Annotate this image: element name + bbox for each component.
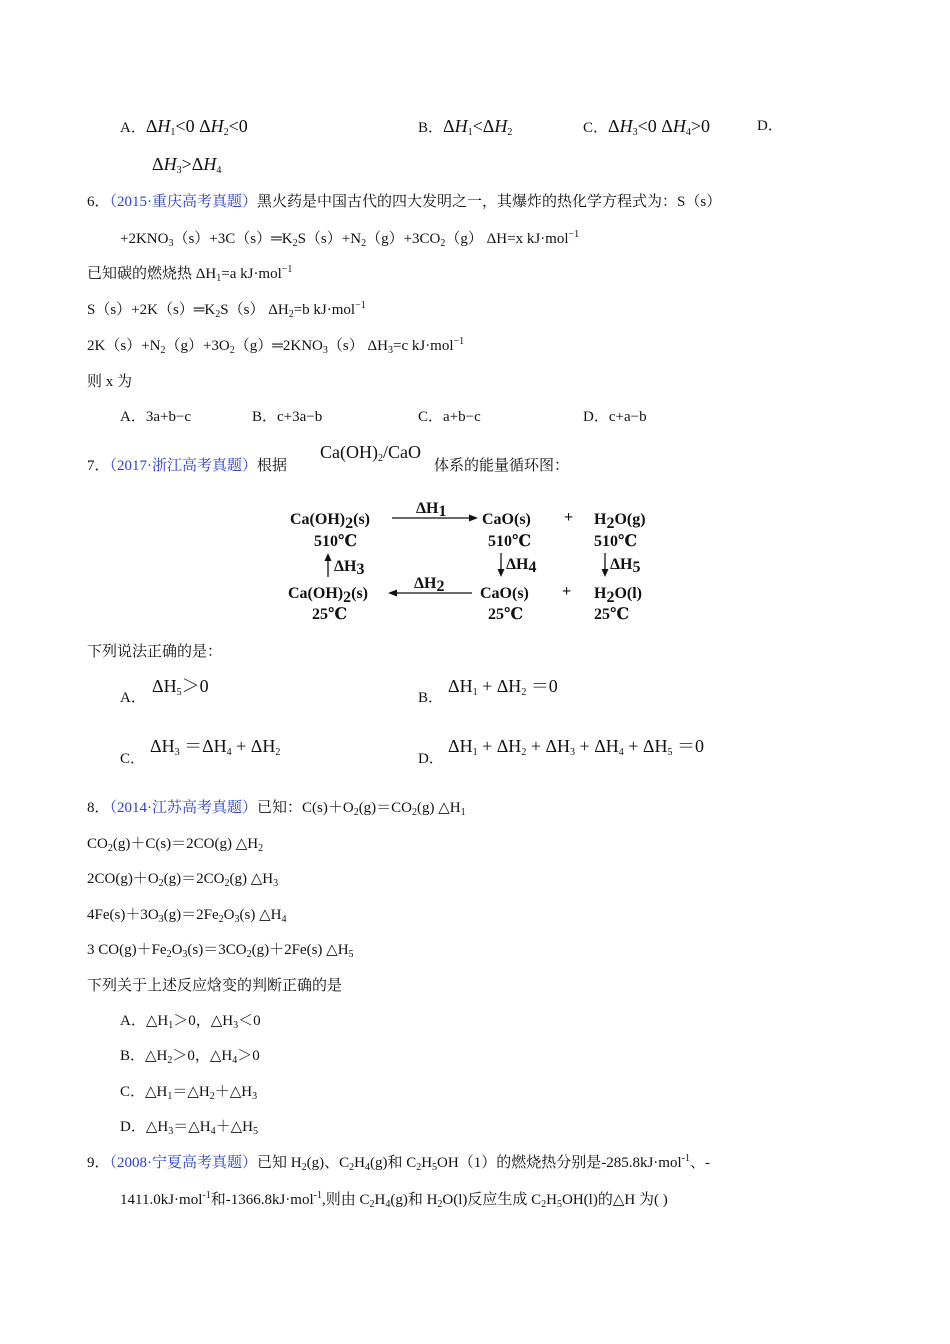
eq-text: ＋△H [214, 1084, 253, 1100]
eq-text: S（s） ΔH [220, 302, 289, 318]
h2o-g-label: H2O(g) [594, 511, 646, 532]
math-text: H [454, 116, 468, 136]
formula-text: /CaO [382, 442, 421, 462]
q7-formula [320, 442, 421, 462]
eq-text: CO [87, 836, 108, 852]
eq-text: +2KNO [120, 231, 169, 247]
eq-text: D．△H [120, 1119, 169, 1135]
subscript: 2 [369, 1199, 375, 1210]
temp-25-mid: 25℃ [488, 606, 524, 623]
q7-option-a [152, 676, 209, 696]
subscript: 2 [416, 1162, 422, 1173]
math-text: ＝0 [526, 676, 558, 696]
math-text: Δ [443, 116, 455, 136]
subscript: 3 [273, 878, 279, 889]
eq-text: ＞0 [237, 1048, 260, 1064]
question-source: （2014·江苏高考真题） [109, 800, 258, 816]
option-label: A． [120, 120, 146, 136]
math-text: ΔH [448, 676, 473, 696]
question-number: 6． [87, 194, 110, 210]
eq-text: 4Fe(s)＋3O [87, 907, 159, 923]
dh2-label: ΔH2 [414, 575, 445, 595]
dh1-label: ΔH1 [416, 500, 447, 520]
q7-option-b-label: B． [418, 690, 444, 706]
question-text: 黑火药是中国古代的四大发明之一，其爆炸的热化学方程式为：S（s） [257, 194, 722, 210]
math-text: + ΔH [623, 736, 668, 756]
subscript: 4 [226, 747, 232, 758]
q8-reaction-3 [87, 869, 278, 889]
eq-text: (g)＝CO [358, 800, 413, 816]
math-text: H [157, 116, 171, 136]
subscript: 4 [364, 1162, 370, 1173]
subscript: 2 [361, 238, 367, 249]
subscript: 5 [252, 1126, 258, 1137]
subscript: 2 [292, 238, 298, 249]
q7-option-a-label: A． [120, 690, 146, 706]
math-text: >0 [690, 116, 710, 136]
dh3-label: ΔH3 [334, 558, 365, 578]
temp-510-mid: 510℃ [488, 533, 532, 550]
dh5-label: ΔH5 [610, 556, 641, 576]
temp-510-left: 510℃ [314, 533, 358, 550]
q7-ask: 下列说法正确的是： [87, 644, 223, 660]
option-label: C． [583, 120, 609, 136]
q7-option-d [448, 736, 704, 756]
eq-text: （g）+3CO [366, 231, 441, 247]
math-text: H [619, 116, 633, 136]
subscript: 2 [437, 1199, 443, 1210]
eq-text: 2CO(g)＋O [87, 871, 159, 887]
q9-stem [87, 1153, 710, 1173]
eq-text: H [354, 1155, 365, 1171]
math-text: H [494, 116, 508, 136]
eq-text: （g）═2KNO [234, 338, 323, 354]
math-text: ＝0 [672, 736, 705, 756]
q8-option-d [120, 1117, 258, 1137]
eq-text: H [421, 1155, 433, 1171]
q6-option-b: B．c+3a−b [252, 409, 323, 425]
subscript: 2 [160, 345, 166, 356]
q6-option-c: C．a+b−c [418, 409, 481, 425]
math-text: <Δ [472, 116, 495, 136]
temp-510-right: 510℃ [594, 533, 638, 550]
subscript: 4 [232, 1055, 238, 1066]
eq-text: H [546, 1192, 558, 1208]
q7-option-b [448, 676, 558, 696]
q8-ask: 下列关于上述反应焓变的判断正确的是 [87, 978, 343, 994]
eq-text: S（s）+N [297, 231, 362, 247]
arrow-dh5-head [602, 569, 609, 577]
h2o-l-label: H2O(l) [594, 585, 642, 606]
q6-option-a: A．3a+b−c [120, 409, 192, 425]
q5-option-d-label [757, 116, 783, 136]
q7-stem-tail: 体系的能量循环图： [434, 458, 570, 474]
eq-text: 已知：C(s)＋O [257, 800, 354, 816]
eq-text: （g）+3O [165, 338, 230, 354]
superscript: −1 [355, 300, 366, 311]
question-source: （2008·宁夏高考真题） [109, 1155, 258, 1171]
subscript: 1 [460, 807, 466, 818]
math-text: <0 Δ [175, 116, 211, 136]
eq-text: 和-1366.8kJ·mol [210, 1192, 314, 1208]
math-text: H [210, 116, 224, 136]
caoh2-25-label: Ca(OH)2(s) [288, 585, 368, 606]
q6-eq2 [87, 300, 366, 320]
subscript: 3 [234, 914, 240, 925]
subscript: 5 [176, 687, 182, 698]
subscript: 4 [281, 914, 287, 925]
subscript: 3 [322, 345, 328, 356]
q6-stem [87, 192, 721, 212]
dh4-label: ΔH4 [506, 556, 537, 576]
math-text: + ΔH [526, 736, 571, 756]
eq-text: ＝△H [173, 1119, 211, 1135]
q9-line-2 [120, 1190, 668, 1210]
subscript: 3 [168, 1126, 174, 1137]
superscript: -1 [202, 1190, 211, 1201]
subscript: 5 [667, 747, 673, 758]
eq-text: =c kJ·mol [392, 338, 454, 354]
subscript: 2 [246, 949, 252, 960]
subscript: 3 [252, 1091, 258, 1102]
q8-option-b [120, 1046, 260, 1066]
q6-eq3 [87, 336, 464, 356]
math-text: H [163, 154, 177, 174]
energy-cycle-diagram [282, 497, 672, 627]
subscript: 1 [168, 1020, 174, 1031]
eq-text: O(l)反应生成 C [442, 1192, 542, 1208]
subscript: 2 [412, 807, 418, 818]
q8-reaction-2 [87, 834, 263, 854]
question-source: （2015·重庆高考真题） [109, 194, 258, 210]
math-text: H [203, 154, 217, 174]
arrow-dh4-head [498, 569, 505, 577]
eq-text: (s)＝3CO [187, 942, 247, 958]
question-number: 7． [87, 458, 110, 474]
subscript: 2 [229, 345, 235, 356]
caoh2-510-label: Ca(OH)2(s) [290, 511, 370, 532]
q6-known [87, 264, 292, 284]
eq-text: O [223, 907, 235, 923]
eq-text: S（s）+2K（s）═K [87, 302, 216, 318]
q7-option-c-label: C． [120, 751, 146, 767]
subscript: 2 [224, 878, 230, 889]
math-text: ＞0 [181, 676, 209, 696]
math-text: ΔH [448, 736, 473, 756]
eq-text: ,则由 C [321, 1192, 370, 1208]
subscript: 2 [521, 687, 527, 698]
subscript: 2 [521, 747, 527, 758]
eq-text: O [171, 942, 183, 958]
q6-equation [120, 229, 579, 249]
subscript: 1 [216, 273, 222, 284]
subscript: 3 [570, 747, 576, 758]
math-text: <0 [228, 116, 248, 136]
math-text: Δ [145, 116, 158, 136]
subscript: 3 [387, 345, 393, 356]
eq-text: (g) △H [417, 800, 461, 816]
eq-text: (g)＋C(s)＝2CO(g) △H [112, 836, 259, 852]
eq-text: 已知碳的燃烧热 ΔH [87, 266, 217, 282]
subscript: 2 [507, 127, 513, 138]
eq-text: ＝△H [172, 1084, 210, 1100]
subscript: 2 [223, 127, 229, 138]
subscript: 2 [209, 1091, 215, 1102]
q7-stem [87, 456, 287, 476]
eq-text: C．△H [120, 1084, 168, 1100]
q8-reaction-5 [87, 940, 354, 960]
eq-text: （s）+3C（s）═K [173, 231, 293, 247]
q5-option-a [120, 116, 248, 138]
subscript: 2 [166, 949, 172, 960]
superscript: −1 [568, 229, 580, 240]
temp-25-left: 25℃ [312, 606, 348, 623]
eq-text: 2K（s）+N [87, 338, 161, 354]
subscript: 1 [167, 1091, 173, 1102]
eq-text: A．△H [120, 1013, 169, 1029]
eq-text: (g)＋2Fe(s) △H [251, 942, 349, 958]
eq-text: (g)＝2CO [163, 871, 225, 887]
plus-top: + [564, 509, 574, 526]
eq-text: =a kJ·mol [221, 266, 282, 282]
subscript: 1 [472, 747, 478, 758]
math-text: + ΔH [477, 676, 522, 696]
math-text: Δ [152, 154, 164, 174]
superscript: −1 [281, 264, 293, 275]
q5-option-b [418, 116, 512, 138]
eq-text: 1411.0kJ·mol [120, 1192, 203, 1208]
q7-option-c [150, 736, 280, 756]
superscript: -1 [313, 1190, 322, 1201]
subscript: 4 [685, 127, 691, 138]
superscript: -1 [681, 1153, 690, 1164]
subscript: 2 [167, 1055, 173, 1066]
question-number: 9． [87, 1155, 110, 1171]
eq-text: ＜0 [238, 1013, 261, 1029]
option-label: D． [757, 118, 783, 134]
q8-reaction-4 [87, 905, 286, 925]
eq-text: （s） ΔH [327, 338, 388, 354]
formula-text: Ca(OH) [320, 442, 378, 462]
subscript: 3 [168, 238, 174, 249]
eq-text: (s) △H [239, 907, 282, 923]
math-text: H [672, 116, 686, 136]
eq-text: H [374, 1192, 386, 1208]
math-text: ΔH [152, 676, 177, 696]
eq-text: 、- [689, 1155, 710, 1171]
subscript: 2 [440, 238, 446, 249]
subscript: 1 [472, 687, 478, 698]
subscript: 4 [618, 747, 624, 758]
math-text: ΔH [150, 736, 175, 756]
arrow-dh2-head [388, 590, 397, 597]
subscript: 5 [557, 1199, 563, 1210]
cao-510-label: CaO(s) [482, 511, 531, 528]
q8-option-a [120, 1011, 261, 1031]
question-text: 根据 [257, 458, 288, 474]
question-number: 8． [87, 800, 110, 816]
subscript: 2 [107, 843, 113, 854]
subscript: 2 [288, 309, 294, 320]
subscript: 5 [432, 1162, 438, 1173]
cao-25-label: CaO(s) [480, 585, 529, 602]
eq-text: =b kJ·mol [293, 302, 356, 318]
eq-text: OH(l)的△H 为( ) [562, 1192, 668, 1208]
subscript: 3 [174, 747, 180, 758]
eq-text: (g)和 H [390, 1192, 438, 1208]
arrow-dh3-head [325, 553, 332, 561]
eq-text: (g)、C [306, 1155, 350, 1171]
plus-bottom: + [562, 583, 572, 600]
math-text: >Δ [181, 154, 204, 174]
eq-text: OH（1）的燃烧热分别是-285.8kJ·mol [437, 1155, 682, 1171]
arrow-dh1-head [469, 515, 478, 522]
subscript: 2 [215, 309, 221, 320]
subscript: 4 [210, 1126, 216, 1137]
subscript: 2 [377, 453, 383, 464]
subscript: 2 [158, 878, 164, 889]
subscript: 3 [233, 1020, 239, 1031]
eq-text: （g） ΔH=x kJ·mol [445, 231, 569, 247]
temp-25-right: 25℃ [594, 606, 630, 623]
question-source: （2017·浙江高考真题） [109, 458, 258, 474]
math-text: Δ [608, 116, 620, 136]
eq-text: ＋△H [215, 1119, 253, 1135]
q7-option-d-label: D． [418, 751, 444, 767]
subscript: 2 [353, 807, 359, 818]
subscript: 3 [632, 127, 638, 138]
q6-option-d: D．c+a−b [583, 409, 647, 425]
subscript: 3 [182, 949, 188, 960]
option-label: B． [418, 120, 444, 136]
q5-option-c [583, 116, 710, 138]
subscript: 4 [216, 165, 222, 176]
superscript: −1 [453, 336, 465, 347]
subscript: 5 [348, 949, 354, 960]
eq-text: 已知 H [257, 1155, 302, 1171]
subscript: 2 [301, 1162, 307, 1173]
subscript: 1 [467, 127, 473, 138]
subscript: 2 [349, 1162, 355, 1173]
math-text: <0 Δ [637, 116, 673, 136]
eq-text: (g) △H [229, 871, 274, 887]
subscript: 3 [176, 165, 182, 176]
q6-ask: 则 x 为 [87, 374, 133, 390]
math-text: + ΔH [575, 736, 619, 756]
math-text: + ΔH [231, 736, 276, 756]
subscript: 3 [158, 914, 164, 925]
eq-text: B．△H [120, 1048, 168, 1064]
subscript: 2 [541, 1199, 547, 1210]
q5-option-d [152, 154, 221, 176]
math-text: ＝ΔH [179, 736, 227, 756]
eq-text: (g)和 C [369, 1155, 417, 1171]
subscript: 1 [170, 127, 176, 138]
math-text: + ΔH [477, 736, 522, 756]
eq-text: (g)＝2Fe [163, 907, 219, 923]
subscript: 4 [385, 1199, 391, 1210]
subscript: 2 [258, 843, 264, 854]
eq-text: ＞0，△H [173, 1013, 234, 1029]
subscript: 2 [275, 747, 281, 758]
q8-stem [87, 798, 466, 818]
subscript: 2 [218, 914, 224, 925]
eq-text: 3 CO(g)＋Fe [87, 942, 167, 958]
q8-option-c [120, 1082, 257, 1102]
eq-text: ＞0，△H [172, 1048, 233, 1064]
